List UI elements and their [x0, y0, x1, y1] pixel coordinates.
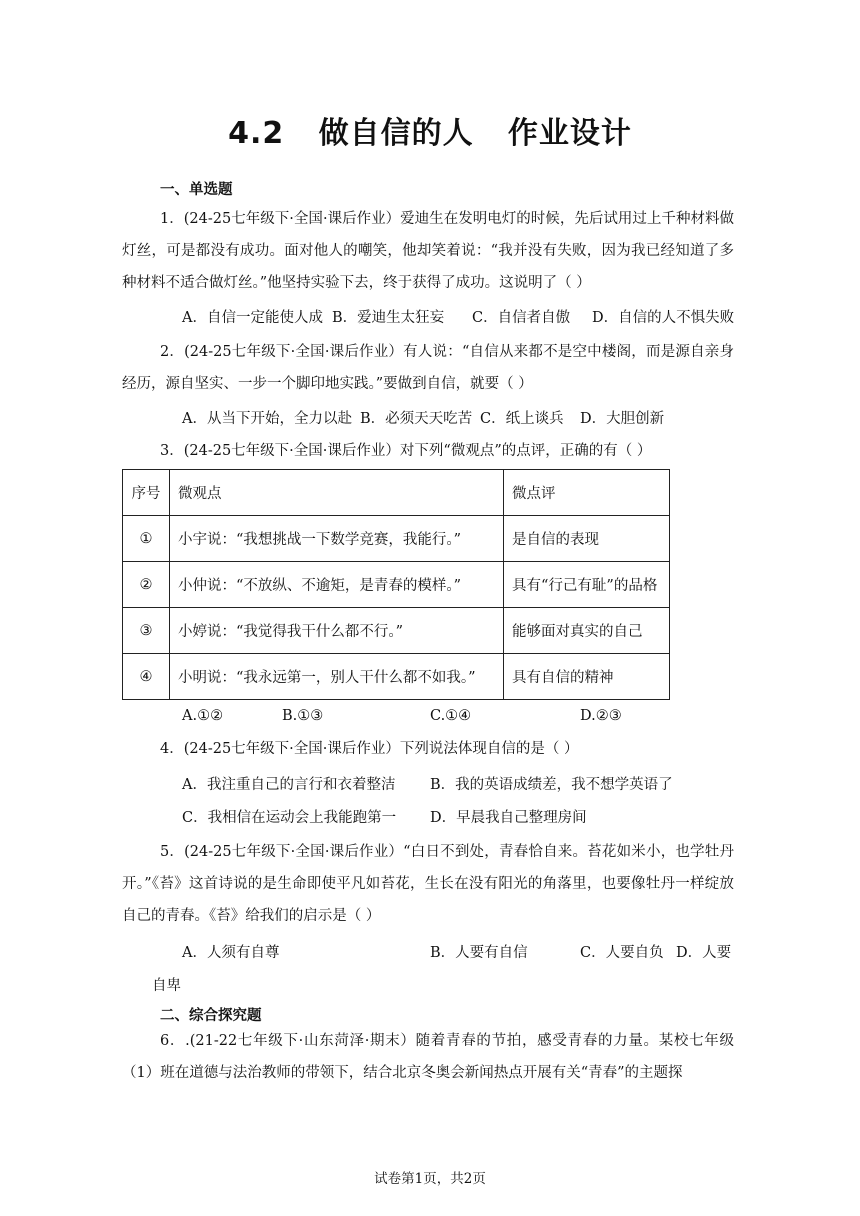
table-cell: ③ — [123, 608, 170, 654]
table-row — [123, 516, 670, 562]
table-cell: 是自信的表现 — [504, 516, 670, 562]
table-cell: 小明说：“我永远第一，别人干什么都不如我。” — [170, 654, 504, 700]
question-1-options — [182, 308, 742, 328]
table-row — [123, 654, 670, 700]
question-2-option-d[interactable]: D．大胆创新 — [580, 411, 665, 427]
section-heading-comprehensive: 二、综合探究题 — [160, 1008, 262, 1024]
question-4-text: 4．(24-25七年级下·全国·课后作业）下列说法体现自信的是（ ） — [160, 741, 579, 757]
table-header: 微点评 — [504, 470, 670, 516]
table-row — [123, 608, 670, 654]
table-cell: 具有“行己有耻”的品格 — [504, 562, 670, 608]
question-3-text: 3．(24-25七年级下·全国·课后作业）对下列“微观点”的点评，正确的有（ ） — [160, 443, 652, 459]
question-4-option-c[interactable]: C．我相信在运动会上我能跑第一 — [182, 810, 397, 826]
question-3-option-b[interactable]: B.①③ — [282, 708, 324, 724]
question-3-option-d[interactable]: D.②③ — [580, 708, 622, 724]
question-1-text: 1．(24-25七年级下·全国·课后作业）爱迪生在发明电灯的时候，先后试用过上千种材料做灯丝，可是都没有成功。面对他人的嘲笑，他却笑着说：“我并没有失败，因为我已经知道了多种材料不适合做灯丝。”他坚持实验下去，终于获得了成功。这说明了（ ） — [122, 211, 734, 291]
question-3-table — [122, 469, 670, 700]
table-header: 微观点 — [170, 470, 504, 516]
question-2-option-b[interactable]: B．必须天天吃苦 — [360, 411, 473, 427]
table-cell: 小宇说：“我想挑战一下数学竞赛，我能行。” — [170, 516, 504, 562]
question-5-options — [182, 943, 742, 963]
table-cell: ② — [123, 562, 170, 608]
page-footer: 试卷第1页，共2页 — [374, 1171, 486, 1187]
question-3-options — [182, 706, 742, 726]
question-1-option-b[interactable]: B．爱迪生太狂妄 — [332, 310, 445, 326]
question-3-option-a[interactable]: A.①② — [182, 708, 224, 724]
table-cell: 小婷说：“我觉得我干什么都不行。” — [170, 608, 504, 654]
question-2-options — [182, 409, 742, 429]
question-5-option-d[interactable]: D．人要 — [676, 945, 732, 961]
question-5-option-d-continued — [152, 976, 712, 996]
question-5-text: 5．(24-25七年级下·全国·课后作业）“白日不到处，青春恰自来。苔花如米小，也学牡丹开。”《苔》这首诗说的是生命即使平凡如苔花，生长在没有阳光的角落里，也要像牡丹一样绽放自己的青春。《苔》给我们的启示是（ ） — [122, 844, 734, 924]
question-3-option-c[interactable]: C.①④ — [430, 708, 472, 724]
question-5-option-b[interactable]: B．人要有自信 — [430, 945, 528, 961]
table-cell: 具有自信的精神 — [504, 654, 670, 700]
question-5-option-c[interactable]: C．人要自负 — [580, 945, 664, 961]
table-cell: ④ — [123, 654, 170, 700]
question-4-options-row-1 — [182, 775, 742, 795]
table-cell: 能够面对真实的自己 — [504, 608, 670, 654]
question-6-text: 6．.(21-22七年级下·山东菏泽·期末）随着青春的节拍，感受青春的力量。某校七年级（1）班在道德与法治教师的带领下，结合北京冬奥会新闻热点开展有关“青春”的主题探 — [122, 1033, 734, 1081]
question-2-text: 2．(24-25七年级下·全国·课后作业）有人说：“自信从来都不是空中楼阁，而是源自亲身经历，源自坚实、一步一个脚印地实践。”要做到自信，就要（ ） — [122, 344, 734, 392]
question-5-option-a[interactable]: A．人须有自尊 — [182, 945, 280, 961]
question-4-option-b[interactable]: B．我的英语成绩差，我不想学英语了 — [430, 777, 673, 793]
question-4-option-d[interactable]: D．早晨我自己整理房间 — [430, 810, 587, 826]
table-header: 序号 — [123, 470, 170, 516]
question-2-option-c[interactable]: C．纸上谈兵 — [480, 411, 564, 427]
question-1-option-a[interactable]: A．自信一定能使人成 — [182, 310, 323, 326]
question-4-options-row-2 — [182, 808, 742, 828]
question-5-option-d-wrap: 自卑 — [152, 978, 181, 994]
table-header-row — [123, 470, 670, 516]
question-1-option-d[interactable]: D．自信的人不惧失败 — [592, 310, 735, 326]
question-2-option-a[interactable]: A．从当下开始，全力以赴 — [182, 411, 352, 427]
table-cell: ① — [123, 516, 170, 562]
page-title: 4.2 做自信的人 作业设计 — [228, 116, 632, 151]
question-4-option-a[interactable]: A．我注重自己的言行和衣着整洁 — [182, 777, 396, 793]
table-row — [123, 562, 670, 608]
section-heading-single-choice: 一、单选题 — [160, 182, 233, 198]
table-cell: 小仲说：“不放纵、不逾矩，是青春的模样。” — [170, 562, 504, 608]
question-1-option-c[interactable]: C．自信者自傲 — [472, 310, 571, 326]
